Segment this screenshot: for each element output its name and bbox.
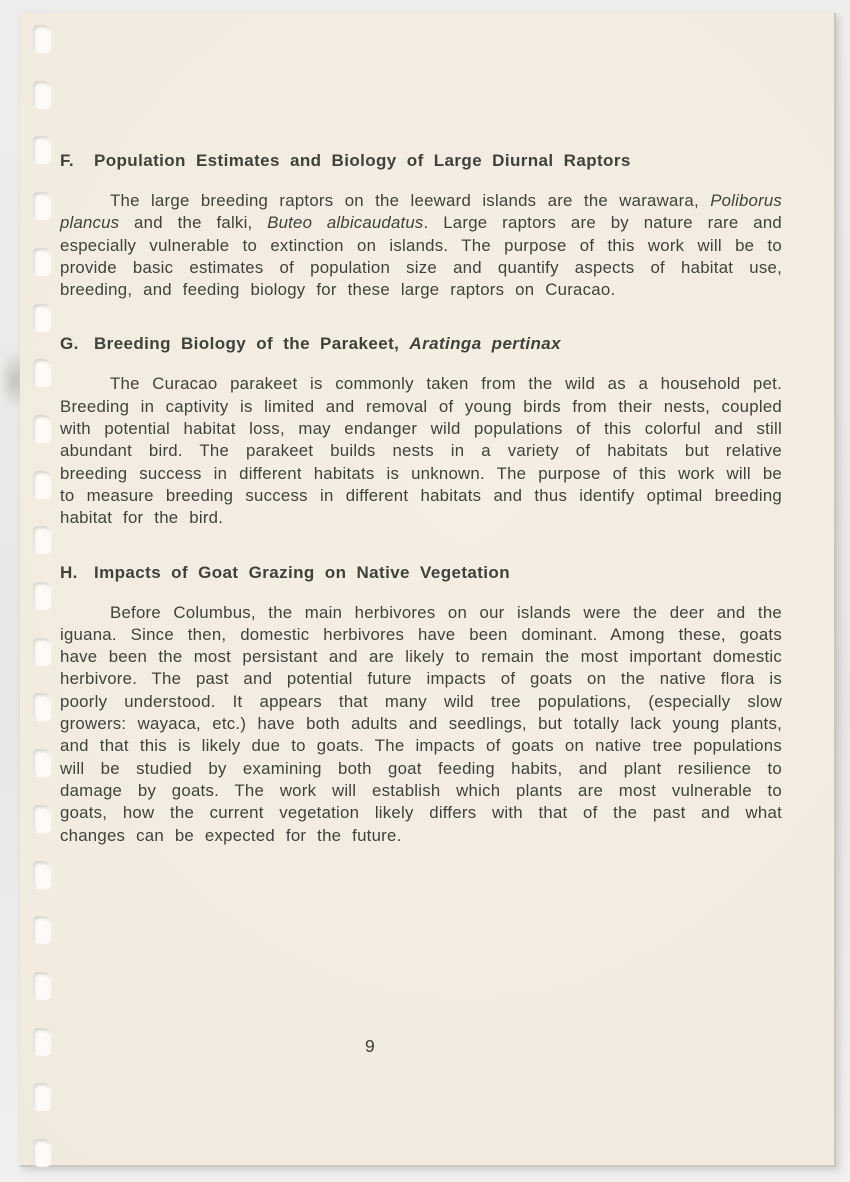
species-name-italic: Poliborus plancus	[60, 191, 782, 233]
section-title	[94, 150, 782, 172]
paragraph-text: Before Columbus, the main herbivores on our islands were the deer and the iguana. Since then, domestic herbivores have been dominant. Among these, goats have been the most persistant and are likely to remain the most important domestic herbivore. The past and potential future impacts of goats on the native flora is poorly understood. It appears that many wild tree populations, (especially slow growers: wayaca, etc.) have both adults and seedlings, but totally lack young plants, and that this is likely due to goats. The impacts of goats on native tree populations will be studied by examining both goat feeding habits, and plant resilience to damage by goats. The work will establish which plants are most vulnerable to goats, how the current vegetation likely differs with that of the past and what changes can be expected for the future.	[60, 602, 782, 845]
paragraph-text: The large breeding raptors on the leeward islands are the warawara,	[110, 191, 711, 210]
paragraph-text: The Curacao parakeet is commonly taken from the wild as a household pet. Breeding in captivity is limited and removal of young birds from their nests, coupled with potential habitat loss, may endanger wild populations of this colorful and still abundant bird. The parakeet builds nests in a variety of habitats but relative breeding success in different habitats is unknown. The purpose of this work will be to measure breeding success in different habitats and thus identify optimal breeding habitat for the bird.	[60, 374, 782, 528]
paragraph-text: and the falki,	[119, 213, 268, 233]
page-number: 9	[365, 1036, 375, 1056]
section-f-paragraph	[60, 190, 782, 301]
section-h-paragraph	[60, 602, 782, 847]
section-letter: G.	[60, 334, 79, 354]
binding-hole	[33, 1139, 50, 1166]
binding-hole	[33, 972, 50, 999]
section-g-heading	[60, 333, 782, 355]
section-h-heading	[60, 562, 782, 584]
section-f	[60, 150, 782, 301]
binding-hole	[33, 916, 50, 943]
binding-hole	[33, 1028, 50, 1055]
page-content	[20, 13, 834, 879]
section-title	[94, 562, 782, 584]
section-letter: F.	[60, 151, 75, 170]
section-title	[94, 333, 782, 355]
section-g-paragraph	[60, 373, 782, 529]
section-g	[60, 333, 782, 529]
section-f-heading	[60, 150, 782, 172]
section-title-text: Population Estimates and Biology of Large Diurnal Raptors	[94, 151, 631, 170]
section-h	[60, 562, 782, 847]
document-page	[20, 13, 836, 1167]
section-title-text: Breeding Biology of the Parakeet,	[94, 334, 410, 354]
section-letter: H.	[60, 562, 78, 582]
paragraph-text: . Large raptors are by nature rare and especially vulnerable to extinction on islands. The purpose of this work will be to provide basic estimates of population size and quantify aspects of habitat use, breeding, and feeding biology for these large raptors on Curacao.	[60, 213, 782, 300]
species-name-italic: Aratinga pertinax	[409, 334, 562, 354]
section-title-text: Impacts of Goat Grazing on Native Vegetation	[94, 562, 510, 582]
binding-hole	[33, 1083, 50, 1110]
species-name-italic: Buteo albicaudatus	[267, 213, 424, 233]
